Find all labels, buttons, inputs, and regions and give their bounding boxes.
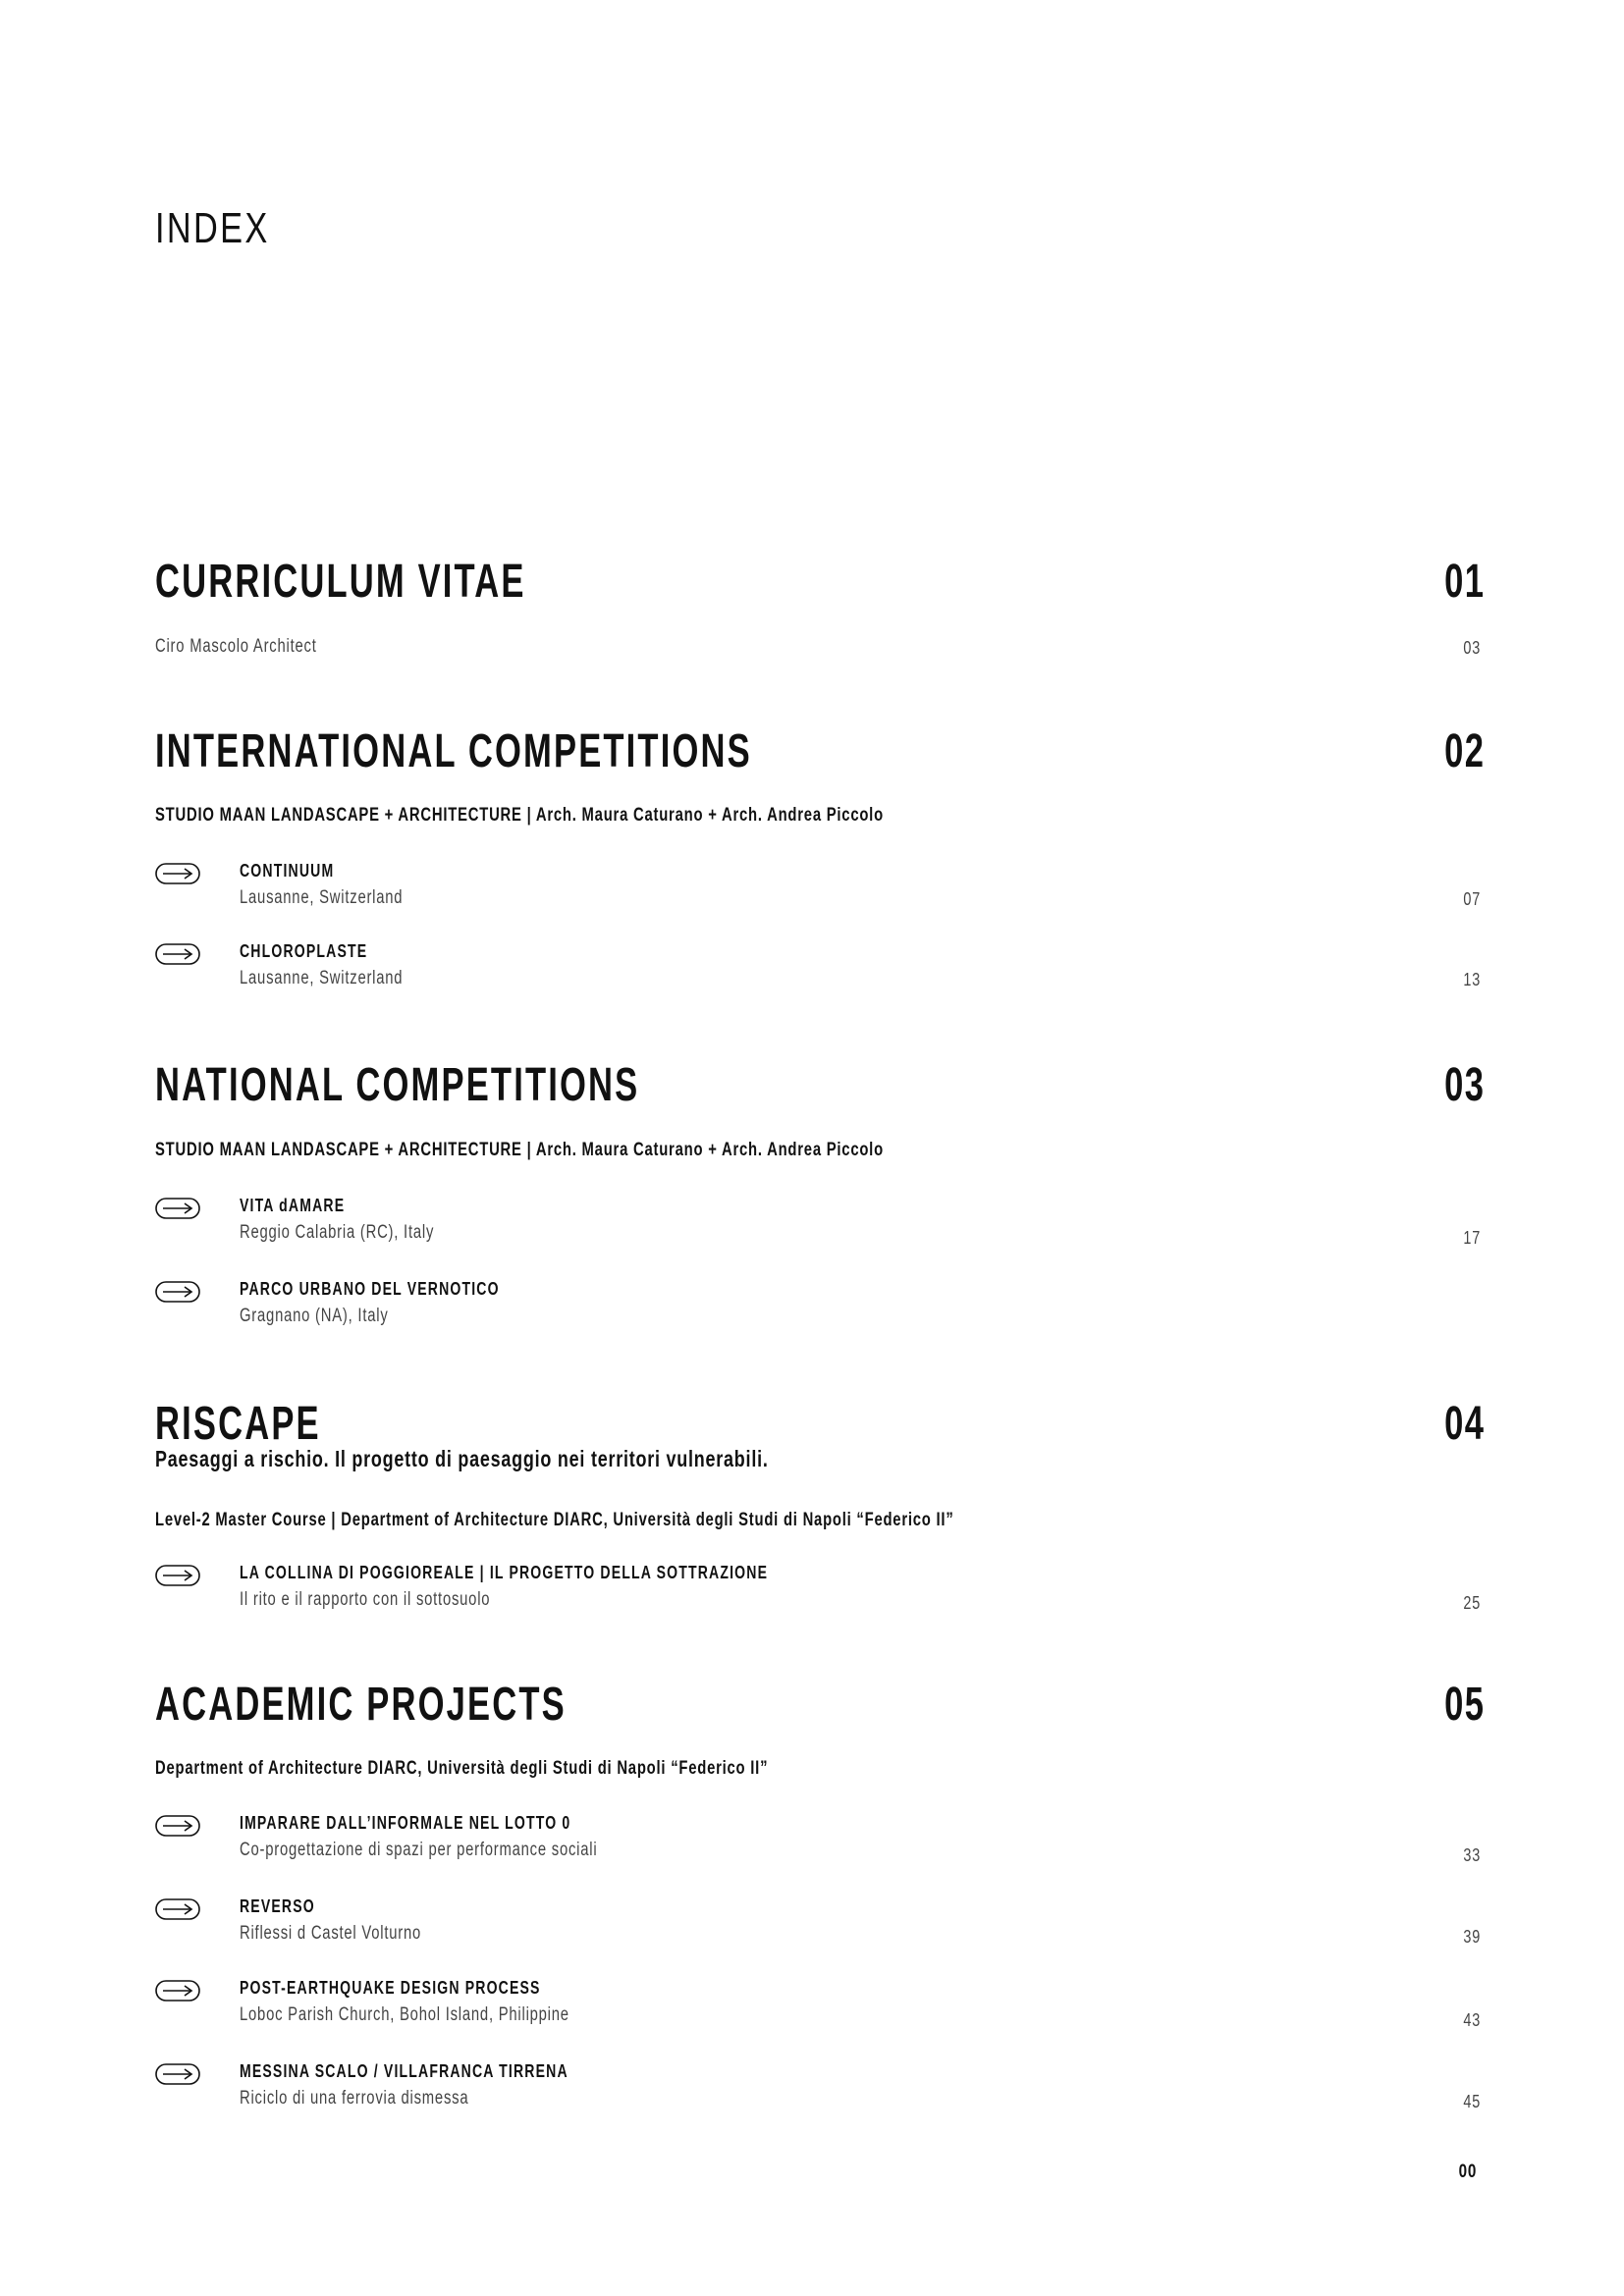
list-item-title[interactable]: CHLOROPLASTE <box>240 941 368 961</box>
section-number: 04 <box>1443 1398 1485 1450</box>
page-number: 39 <box>1463 1927 1481 1947</box>
arrow-right-icon <box>155 1980 200 2002</box>
list-item-title[interactable]: CONTINUUM <box>240 861 335 881</box>
section-subtitle: Level-2 Master Course | Department of Architecture DIARC, Università degli Studi di Napoli “Federico II” <box>155 1510 954 1530</box>
section-number: 01 <box>1443 556 1485 608</box>
list-item-title[interactable]: PARCO URBANO DEL VERNOTICO <box>240 1279 500 1299</box>
list-item-desc: Loboc Parish Church, Bohol Island, Philippine <box>240 2004 569 2025</box>
list-item-title[interactable]: IMPARARE DALL’INFORMALE NEL LOTTO 0 <box>240 1813 571 1833</box>
list-item-desc: Lausanne, Switzerland <box>240 887 404 908</box>
arrow-right-icon <box>155 1198 200 1219</box>
section-subtitle: STUDIO MAAN LANDASCAPE + ARCHITECTURE | Arch. Maura Caturano + Arch. Andrea Piccolo <box>155 805 884 826</box>
arrow-right-icon <box>155 1898 200 1920</box>
arrow-right-icon <box>155 943 200 965</box>
arrow-right-icon <box>155 2063 200 2085</box>
list-item-desc: Gragnano (NA), Italy <box>240 1306 389 1326</box>
page-number: 17 <box>1463 1228 1481 1248</box>
list-item-desc: Riciclo di una ferrovia dismessa <box>240 2088 469 2109</box>
section-number: 03 <box>1443 1059 1485 1111</box>
page-number: 07 <box>1463 889 1481 909</box>
list-item-desc: Reggio Calabria (RC), Italy <box>240 1222 435 1243</box>
section-subtitle: Ciro Mascolo Architect <box>155 636 317 657</box>
section-number: 05 <box>1443 1679 1485 1731</box>
arrow-right-icon <box>155 1281 200 1303</box>
list-item-desc: Il rito e il rapporto con il sottosuolo <box>240 1589 491 1610</box>
list-item-title[interactable]: POST-EARTHQUAKE DESIGN PROCESS <box>240 1978 541 1998</box>
arrow-right-icon <box>155 1815 200 1837</box>
list-item-title[interactable]: VITA dAMARE <box>240 1196 346 1215</box>
section-title-academic[interactable]: ACADEMIC PROJECTS <box>155 1679 567 1731</box>
page-number: 45 <box>1463 2092 1481 2111</box>
section-title-curriculum[interactable]: CURRICULUM VITAE <box>155 556 526 608</box>
list-item-title[interactable]: REVERSO <box>240 1896 315 1916</box>
page-number: 03 <box>1463 638 1481 658</box>
arrow-right-icon <box>155 863 200 884</box>
arrow-right-icon <box>155 1565 200 1586</box>
section-title-international[interactable]: INTERNATIONAL COMPETITIONS <box>155 725 752 777</box>
section-number: 02 <box>1443 725 1485 777</box>
folio-page-number: 00 <box>1458 2162 1477 2182</box>
page-number: 13 <box>1463 970 1481 989</box>
section-subtitle: Department of Architecture DIARC, Università degli Studi di Napoli “Federico II” <box>155 1758 769 1779</box>
section-title-riscape[interactable]: RISCAPE <box>155 1398 321 1450</box>
list-item-title[interactable]: MESSINA SCALO / VILLAFRANCA TIRRENA <box>240 2061 568 2081</box>
list-item-desc: Co-progettazione di spazi per performance sociali <box>240 1840 598 1860</box>
section-subtitle: STUDIO MAAN LANDASCAPE + ARCHITECTURE | Arch. Maura Caturano + Arch. Andrea Piccolo <box>155 1140 884 1160</box>
list-item-title[interactable]: LA COLLINA DI POGGIOREALE | IL PROGETTO DELLA SOTTRAZIONE <box>240 1563 769 1582</box>
section-title-national[interactable]: NATIONAL COMPETITIONS <box>155 1059 640 1111</box>
list-item-desc: Lausanne, Switzerland <box>240 968 404 988</box>
page-number: 25 <box>1463 1593 1481 1613</box>
section-tagline: Paesaggi a rischio. Il progetto di paesaggio nei territori vulnerabili. <box>155 1446 769 1471</box>
page-number: 33 <box>1463 1845 1481 1865</box>
list-item-desc: Riflessi d Castel Volturno <box>240 1923 422 1944</box>
page-title: INDEX <box>155 204 270 252</box>
page-number: 43 <box>1463 2010 1481 2030</box>
